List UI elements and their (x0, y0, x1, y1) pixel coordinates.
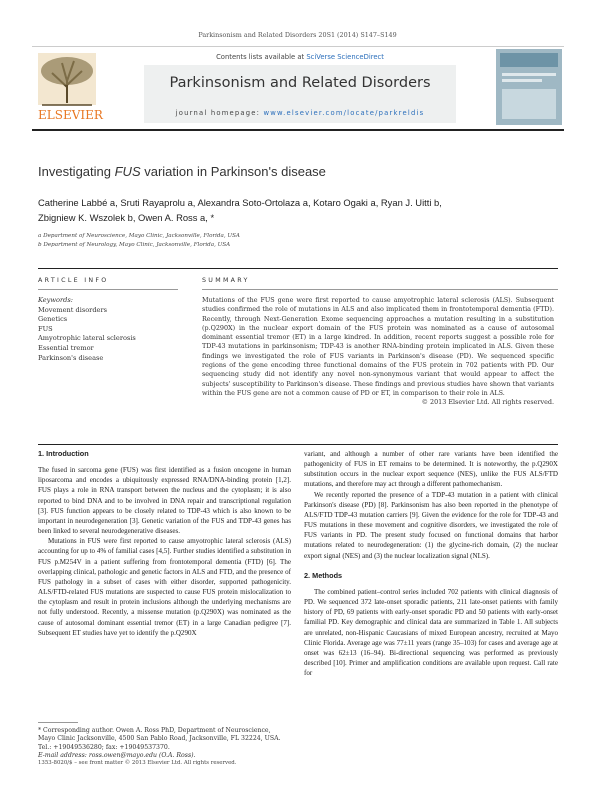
footnote-rule (38, 722, 78, 723)
title-part: variation in Parkinson's disease (140, 164, 326, 179)
svg-text:ELSEVIER: ELSEVIER (38, 108, 103, 122)
copyright-line: © 2013 Elsevier Ltd. All rights reserved. (421, 398, 554, 407)
sciencedirect-link[interactable]: SciVerse ScienceDirect (306, 53, 384, 61)
title-gene: FUS (114, 164, 141, 179)
section-divider (38, 444, 558, 445)
journal-masthead (32, 46, 564, 131)
corresponding-author-note: * Corresponding author. Owen A. Ross PhD, Department of Neuroscience, Mayo Clinic Jacksonville, 4500 San Pablo Road, Jacksonville, FL 32224, USA. Tel.: +19049536280; fax: +19049537370. (38, 727, 281, 751)
homepage-link[interactable]: www.elsevier.com/locate/parkreldis (263, 109, 425, 117)
left-column (38, 449, 291, 638)
keyword: Movement disorders (38, 305, 107, 314)
title-part: Investigating (38, 164, 115, 179)
homepage-prefix: journal homepage: (175, 109, 264, 117)
article-title (38, 164, 326, 179)
journal-homepage (144, 109, 456, 117)
section-heading: 2. Methods (304, 570, 343, 580)
journal-title: Parkinsonism and Related Disorders (169, 75, 431, 91)
keyword: Essential tremor (38, 343, 94, 352)
email-note: E-mail address: ross.owen@mayo.edu (O.A. Ross). (38, 751, 196, 759)
author-list (38, 196, 558, 225)
keyword: Amyotrophic lateral sclerosis (38, 334, 136, 343)
journal-reference: Parkinsonism and Related Disorders 20S1 (2014) S147–S149 (198, 31, 397, 39)
contents-prefix: Contents lists available at (216, 53, 307, 61)
summary-rule (202, 289, 558, 290)
journal-cover-thumbnail (496, 49, 562, 125)
section-divider (38, 268, 558, 269)
issn-line: 1353-8020/$ – see front matter © 2013 Elsevier Ltd. All rights reserved. (38, 760, 237, 766)
paragraph: The combined patient–control series included 702 patients with clinical diagnosis of PD. We sequenced 372 late-onset sporadic patients, 211 late-onset patients with family history of PD, 69 patients with early-onset sporadic PD and 50 patients with early-onset familial PD. Key demographic and clinical data are summarized in Table 1. All subjects are unrelated, non-Hispanic Caucasians of mixed European ancestry, recruited at Mayo Clinic Florida. Average age was 77±11 years (range 35–103) for cases and average age at onset was 62±13 (16–94). Bi-directional sequencing was performed as previously described [10]. Primer and amplification conditions are available upon request. Call rate for (304, 587, 558, 678)
info-rule (38, 289, 178, 290)
authors-line: Zbigniew K. Wszolek b, Owen A. Ross a, * (38, 211, 215, 223)
footnote-block (38, 727, 286, 760)
keywords-block (38, 296, 178, 363)
section-heading: 1. Introduction (38, 449, 89, 458)
paragraph: Mutations in FUS were first reported to cause amyotrophic lateral sclerosis (ALS) accounting for up to 4% of familial cases [4,5]. Further studies identified a substitution in FUS p.M254V in a patient suffering from frontotemporal dementia (FTD) [6]. The overlapping clinical, pathologic and genetic factors in ALS and FTD, and the presence of FUS pathology in a subset of cases with either disorder, supported pathogenicity. ALS/FTD-related FUS mutations are suspected to cause FUS protein mislocalization to the cytoplasm and result in protein inclusions although the underlying mechanisms are not fully understood. Recently, a missense mutation (p.Q290X) was nominated as the cause of autosomal dominant essential tremor (ET) in a large Canadian pedigree [7]. Subsequent ET studies have yet to identify the p.Q290X (38, 537, 291, 637)
paragraph: We recently reported the presence of a TDP-43 mutation in a patient with clinical Parkinson's disease (PD) [8]. Parkinsonism has also been reported in the phenotype of ALS/FTD TDP-43 mutation carriers [9]. Given the evidence for the role for TDP-43 and FUS mutations in these movement and cognitive disorders, we investigated the role of FUS variants in PD. The present study focused on functional domains that harbor mutations related to neurodegeneration: (1) the glycine-rich domain, (2) the nuclear export signal (NES) and (3) the nuclear localization signal (NLS). (304, 490, 558, 560)
paragraph: The fused in sarcoma gene (FUS) was first identified as a fusion oncogene in human liposarcoma and encodes a ubiquitously expressed RNA/DNA-binding protein [1,2]. FUS plays a role in RNA transport between the nucleus and the cytoplasm; it is also reported to bind DNA and to be involved in DNA repair and transcriptional regulation [3]. FUS function appears to be closely related to TDP-43 which is also known to be important in neurodegeneration [3]. Genetic variation of the FUS and TDP-43 genes has been linked to several neurodegenerative diseases. (38, 466, 291, 536)
summary-text: Mutations of the FUS gene were first reported to cause amyotrophic lateral sclerosis (ALS). Subsequent studies confirmed the role of mutations in ALS and also implicated them in frontotemporal dementia (FTD). Recently, through Next-Generation Exome sequencing approaches a mutation resulting in a substitution (p.Q290X) in the nuclear export domain of the FUS protein was nominated as a cause of autosomal dominant essential tremor (ET) in a large kindred. In addition, recent reports suggest a possible role for TDP-43 mutations in parkinsonism; TDP-43 is another RNA-binding protein implicated in ALS. Given these findings we investigated the role of FUS variants in Parkinson's disease (PD). We sequenced specific regions of the gene encoding three functional domains of the FUS protein in 702 patients with PD. Our sequencing study did not identify any novel non-synonymous variant that would appear to affect the subjects' susceptibility to Parkinson's disease. These findings and previous studies have shown that variants within the FUS gene are not a common cause of PD or ET, in comparison to their role in ALS. (202, 296, 554, 397)
keyword: Parkinson's disease (38, 353, 104, 362)
contents-availability (144, 53, 456, 61)
article-info-heading: ARTICLE INFO (38, 277, 109, 284)
keyword: Genetics (38, 315, 68, 324)
affiliation-b: b Department of Neurology, Mayo Clinic, Jacksonville, Florida, USA (38, 242, 231, 248)
paragraph: variant, and although a number of other rare variants have been identified the pathogenicity of FUS in ET remains to be determined. It is noteworthy, the p.Q290X substitution occurs in the nuclear export sequence (NES), unlike the FUS ALS/FTD mutations, and therefore may act through a different pathomechanism. (304, 450, 558, 489)
summary-block (202, 296, 554, 408)
elsevier-logo (32, 51, 142, 123)
right-column (304, 449, 558, 678)
keyword: FUS (38, 324, 53, 333)
summary-heading: SUMMARY (202, 277, 250, 284)
authors-line: Catherine Labbé a, Sruti Rayaprolu a, Alexandra Soto-Ortolaza a, Kotaro Ogaki a, Ryan J. Uitti b, (38, 197, 442, 208)
affiliation-a: a Department of Neuroscience, Mayo Clinic, Jacksonville, Florida, USA (38, 233, 240, 239)
keywords-label: Keywords: (38, 296, 73, 304)
